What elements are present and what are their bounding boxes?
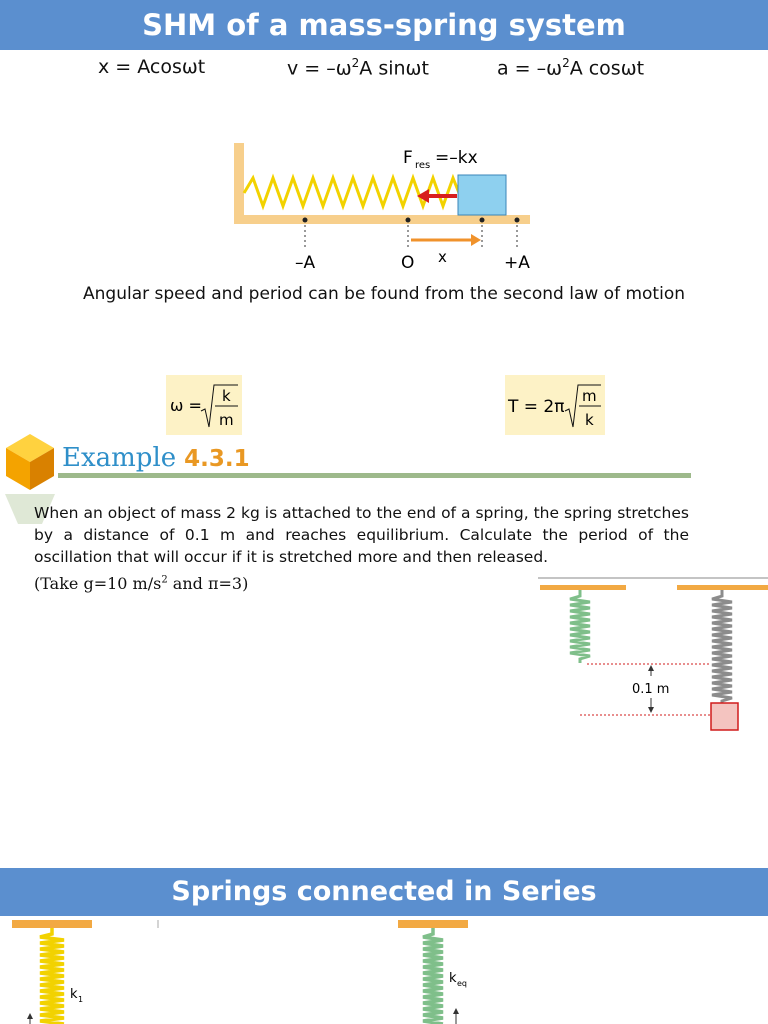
- example-given-pre: (Take g=10 m/s: [34, 574, 162, 593]
- horizontal-spring-diagram: [225, 138, 545, 278]
- label-origin: O: [401, 253, 415, 273]
- force-label-sub: res: [415, 160, 431, 171]
- period-formula: [505, 375, 605, 435]
- example-problem-text: When an object of mass 2 kg is attached to the end of a spring, the spring stretches by a distance of 0.1 m and reaches equilibrium. Calculate the period of the oscillation that will occur if it is stretched more and then released.: [34, 504, 689, 566]
- label-keq: k: [449, 971, 457, 986]
- arrow-keq-head: [453, 1008, 459, 1014]
- period-numerator: m: [582, 387, 597, 405]
- section-title-series: Springs connected in Series: [0, 868, 768, 916]
- omega-numerator: k: [222, 387, 231, 405]
- spring-k1: [40, 928, 64, 1024]
- arrow-k1-head: [27, 1013, 33, 1019]
- extension-arrow-up-head: [648, 665, 654, 671]
- series-springs-figure: [0, 916, 768, 1024]
- label-k1-sub: 1: [78, 995, 84, 1004]
- equation-acceleration-lhs: a = –ω: [497, 57, 563, 80]
- equation-acceleration-rhs: A cosωt: [569, 57, 645, 80]
- label-plus-a: +A: [504, 253, 530, 273]
- slide-title: SHM of a mass-spring system: [0, 0, 768, 50]
- marker-minus-a-dot: [303, 218, 308, 223]
- equation-acceleration: [497, 56, 644, 79]
- force-label-f: F: [403, 148, 413, 168]
- force-label-rhs: =–kx: [435, 148, 478, 168]
- example-divider: [58, 473, 691, 478]
- example-given-exponent: 2: [161, 574, 168, 586]
- example-word: Example: [62, 443, 177, 473]
- spring-unloaded: [570, 590, 590, 663]
- label-keq-sub: eq: [457, 979, 467, 988]
- equation-displacement: x = Acosωt: [98, 56, 206, 78]
- equation-velocity-lhs: v = –ω: [287, 57, 352, 80]
- example-given-post: and π=3): [167, 574, 249, 593]
- extension-arrow-down-head: [648, 707, 654, 713]
- marker-plus-a-dot: [515, 218, 520, 223]
- extension-label: 0.1 m: [632, 682, 670, 697]
- marker-origin-dot: [406, 218, 411, 223]
- hanging-mass: [711, 703, 738, 730]
- period-lhs: T = 2π: [508, 397, 565, 417]
- ceiling-series-right: [398, 920, 468, 928]
- example-number: 4.3.1: [184, 446, 250, 472]
- label-x: x: [438, 248, 447, 266]
- angular-speed-formula: [166, 375, 242, 435]
- example-given-values: [34, 574, 248, 593]
- vertical-springs-figure: [530, 572, 768, 742]
- label-k1: k: [70, 987, 78, 1002]
- ceiling-series-left: [12, 920, 92, 928]
- ceiling-left: [540, 585, 626, 590]
- spring-keq: [423, 928, 443, 1024]
- equation-velocity-rhs: A sinωt: [359, 57, 429, 80]
- equation-velocity-exponent: 2: [351, 56, 360, 70]
- marker-mass-dot: [480, 218, 485, 223]
- example-heading: [62, 443, 250, 473]
- floor: [234, 215, 530, 224]
- period-denominator: k: [585, 411, 594, 429]
- omega-denominator: m: [219, 411, 234, 429]
- omega-lhs: ω =: [170, 396, 202, 415]
- wall: [234, 143, 244, 223]
- caption: Angular speed and period can be found from the second law of motion: [83, 284, 685, 304]
- displacement-arrow-head: [471, 234, 481, 246]
- mass-block: [458, 175, 506, 215]
- equation-velocity: [287, 56, 429, 79]
- spring-loaded: [712, 590, 732, 703]
- ceiling-right: [677, 585, 768, 590]
- equation-acceleration-exponent: 2: [562, 56, 570, 70]
- label-minus-a: –A: [295, 253, 316, 273]
